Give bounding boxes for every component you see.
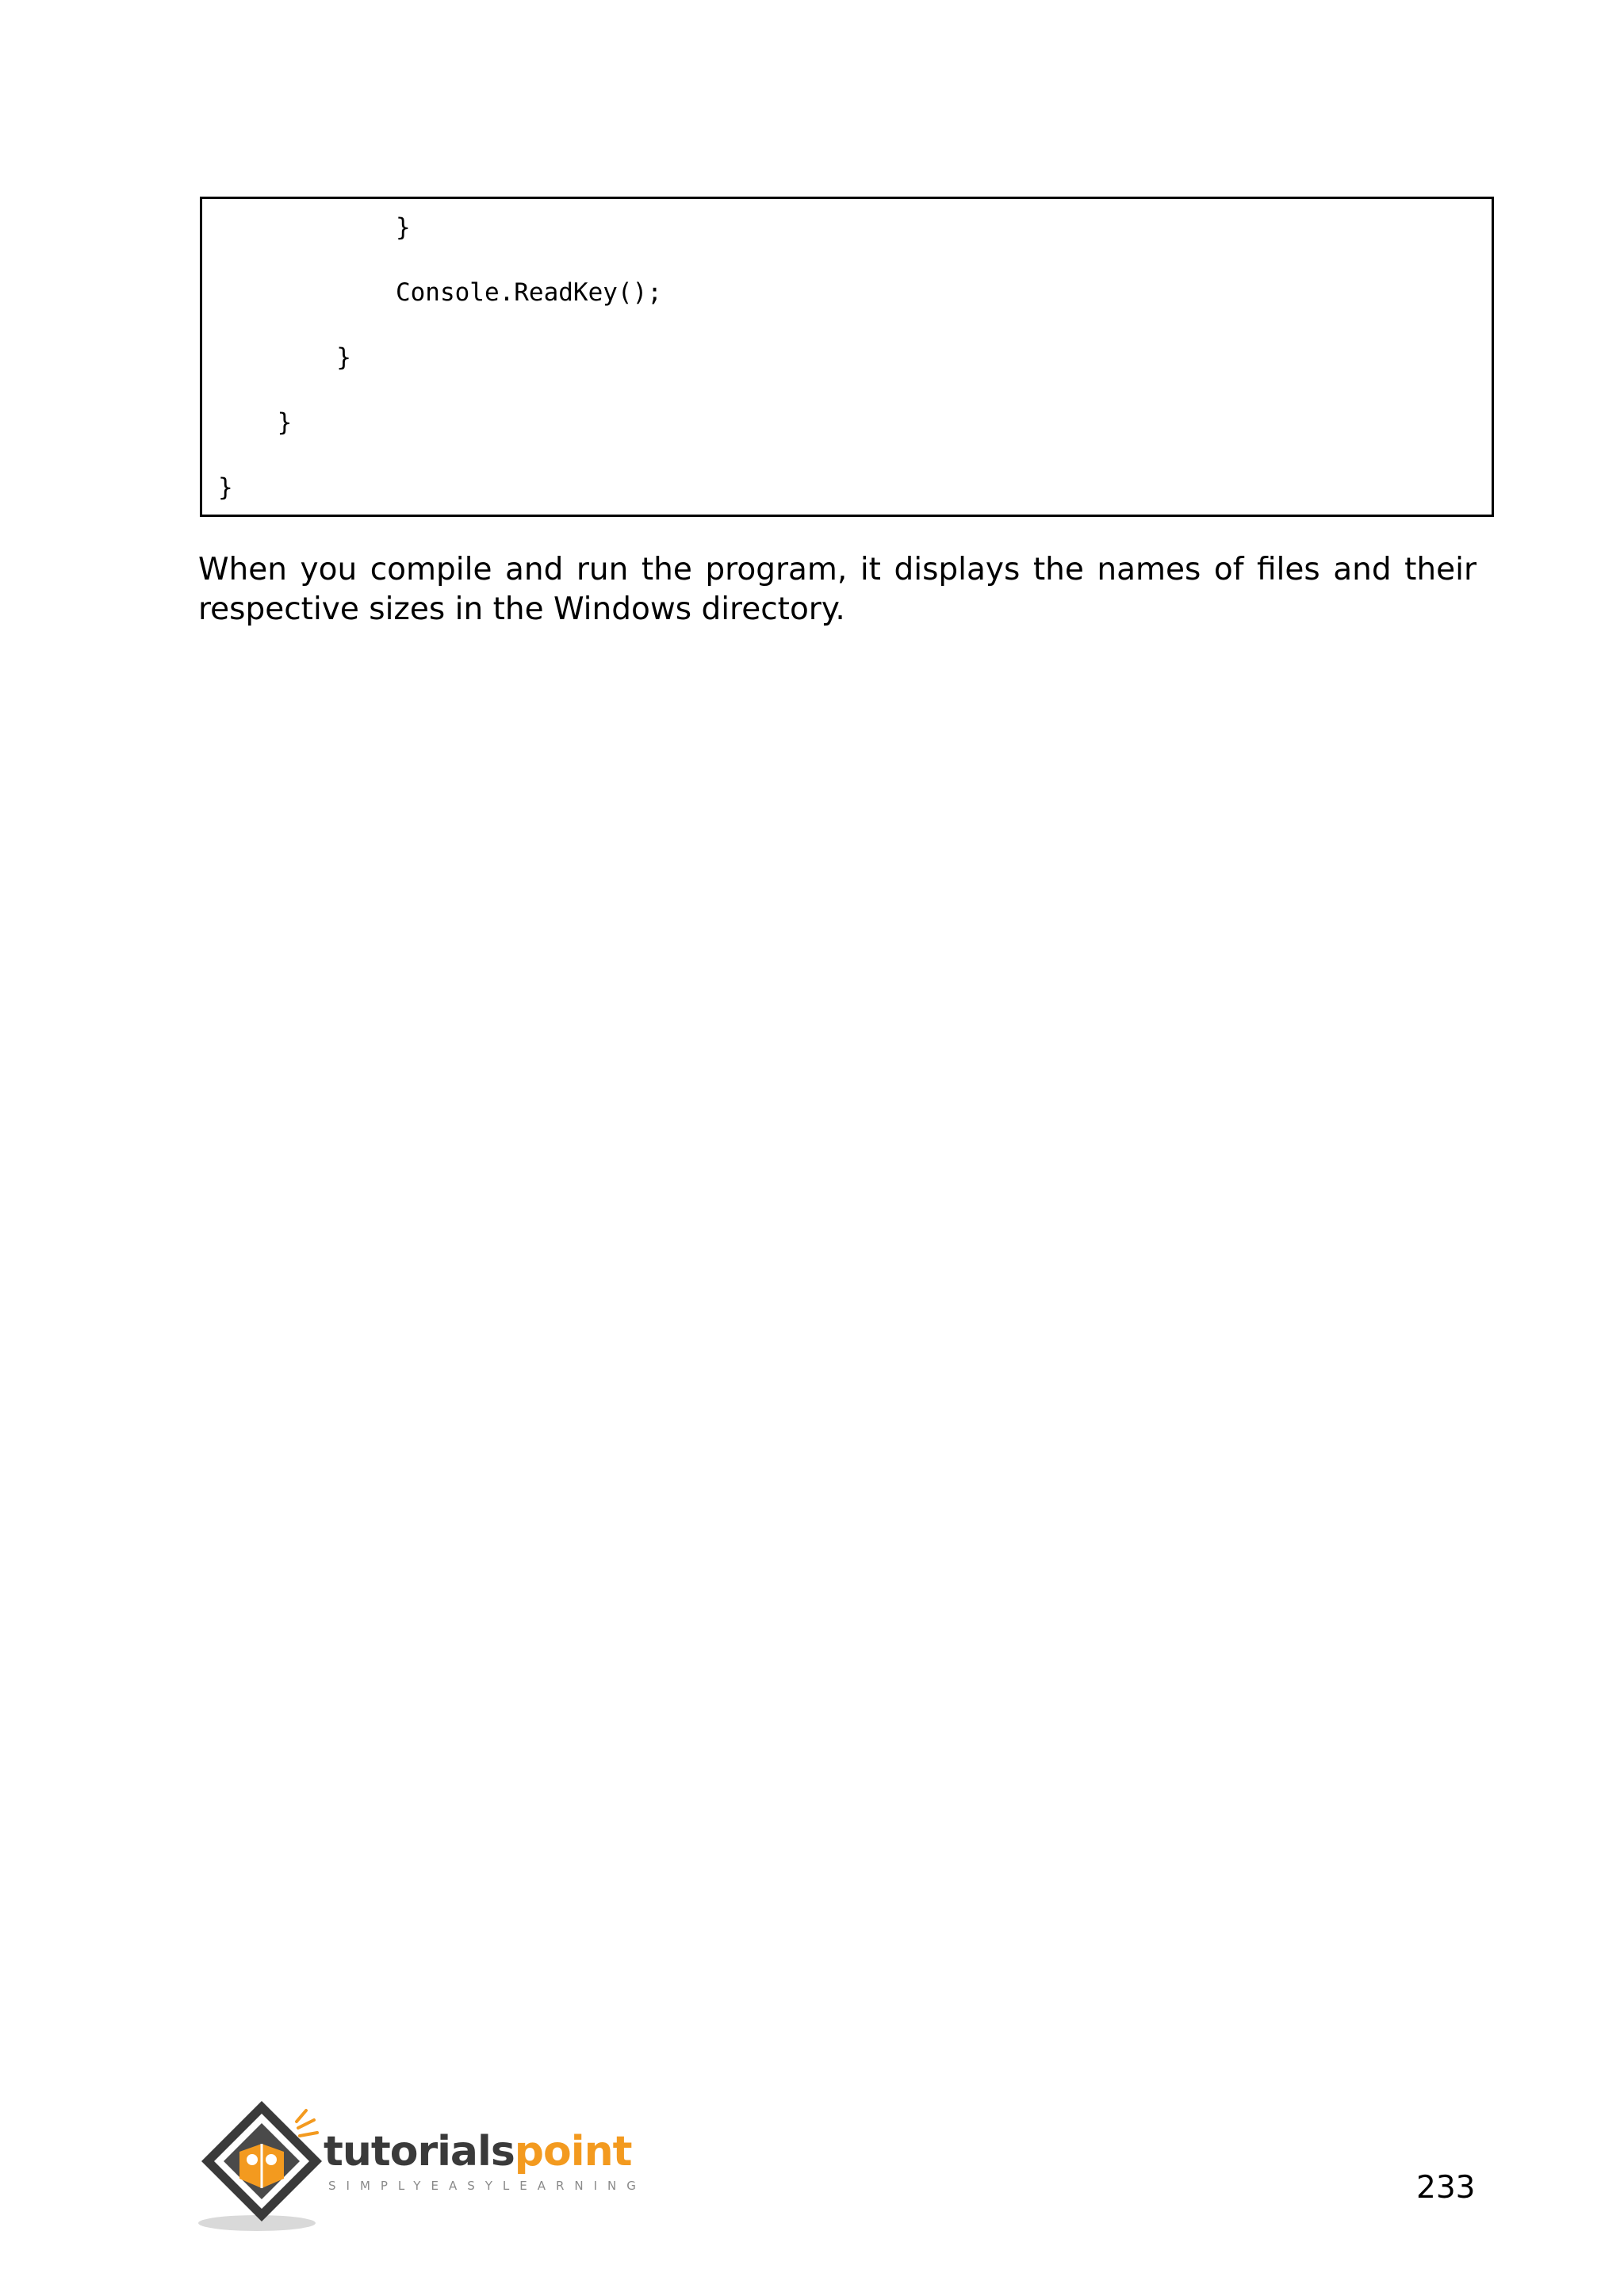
page-number: 233 — [1416, 2170, 1476, 2206]
logo-tagline: SIMPLYEASYLEARNING — [328, 2179, 646, 2193]
code-line: } — [218, 473, 233, 502]
code-line: } — [218, 343, 351, 372]
code-line: } — [218, 408, 293, 437]
logo-word-tutorials: tutorials — [324, 2128, 515, 2175]
tutorialspoint-logo — [195, 2096, 655, 2239]
logo-word-point: point — [514, 2128, 632, 2175]
tutorialspoint-diamond-logo-icon — [195, 2096, 330, 2239]
code-block — [200, 197, 1494, 517]
code-line: } — [218, 213, 411, 242]
code-line: Console.ReadKey(); — [218, 278, 662, 307]
logo-wordmark — [324, 2128, 631, 2175]
body-paragraph: When you compile and run the program, it displays the names of files and their respective sizes in the Windows directory. — [198, 552, 1477, 627]
